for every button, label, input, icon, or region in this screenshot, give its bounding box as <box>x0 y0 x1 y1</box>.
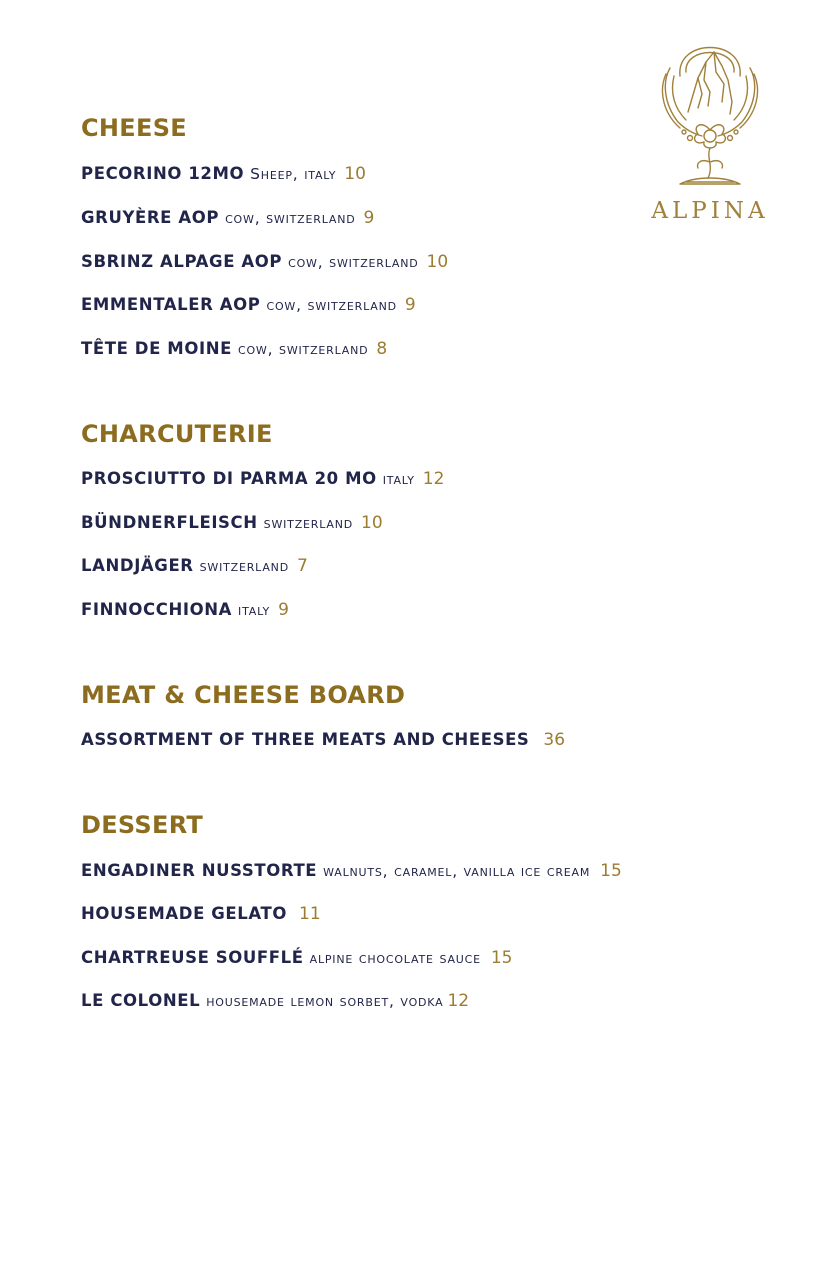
item-name: EMMENTALER AOP <box>81 295 261 314</box>
item-price: 12 <box>447 991 470 1011</box>
menu-item <box>81 251 448 273</box>
item-name: PROSCIUTTO DI PARMA 20 MO <box>81 469 377 488</box>
item-price: 10 <box>426 252 449 272</box>
item-description: switzerland <box>199 557 289 575</box>
item-description: walnuts, caramel, vanilla ice cream <box>323 862 591 880</box>
section-meat-cheese-board <box>81 680 566 750</box>
menu-item <box>81 338 387 360</box>
item-price: 9 <box>404 295 416 315</box>
item-name: FINNOCCHIONA <box>81 600 233 619</box>
item-name: HOUSEMADE GELATO <box>81 904 287 923</box>
section-title: CHARCUTERIE <box>81 420 273 448</box>
item-name: CHARTREUSE SOUFFLÉ <box>81 948 304 967</box>
item-price: 11 <box>299 904 321 924</box>
item-price: 15 <box>600 861 622 881</box>
item-price: 12 <box>422 469 445 489</box>
item-name: ASSORTMENT OF THREE MEATS AND CHEESES <box>81 730 530 749</box>
mountain-hands-flower-icon <box>640 32 780 197</box>
item-description: housemade lemon sorbet, vodka <box>206 992 444 1010</box>
item-name: ENGADINER NUSSTORTE <box>81 861 318 880</box>
menu-item <box>81 294 416 316</box>
section-charcuterie <box>81 419 445 620</box>
brand-name: ALPINA <box>651 198 769 224</box>
item-name: TÊTE DE MOINE <box>81 339 232 358</box>
item-name: PECORINO 12MO <box>81 164 245 183</box>
item-price: 9 <box>278 600 289 620</box>
item-description: Sheep, italy <box>250 165 337 183</box>
item-description: cow, switzerland <box>225 209 356 227</box>
section-dessert <box>81 810 622 1011</box>
menu-item <box>81 599 289 621</box>
item-price: 10 <box>361 513 383 533</box>
item-name: LANDJÄGER <box>81 556 194 575</box>
section-title: MEAT & CHEESE BOARD <box>81 681 406 709</box>
item-description: switzerland <box>263 514 354 532</box>
item-description: italy <box>382 470 415 488</box>
item-description: cow, switzerland <box>237 340 369 358</box>
item-name: BÜNDNERFLEISCH <box>81 513 258 532</box>
item-price: 9 <box>363 208 375 228</box>
item-name: GRUYÈRE AOP <box>81 208 220 227</box>
item-description: cow, switzerland <box>288 253 419 271</box>
menu-item <box>81 903 321 925</box>
alpina-logo <box>640 32 780 232</box>
menu-item <box>81 468 444 490</box>
menu-item <box>81 947 513 969</box>
menu-item <box>81 729 565 751</box>
item-price: 10 <box>344 164 366 184</box>
section-title: DESSERT <box>81 811 204 839</box>
item-price: 15 <box>490 948 513 968</box>
menu-item <box>81 990 469 1012</box>
section-title: CHEESE <box>81 114 187 142</box>
item-description: alpine chocolate sauce <box>309 949 481 967</box>
item-price: 7 <box>296 556 308 576</box>
menu-item <box>81 207 374 229</box>
item-description: cow, switzerland <box>266 296 397 314</box>
item-name: LE COLONEL <box>81 991 201 1010</box>
item-price: 36 <box>543 730 566 750</box>
menu-item <box>81 163 366 185</box>
menu-item <box>81 555 308 577</box>
menu-item <box>81 860 622 882</box>
item-name: SBRINZ ALPAGE AOP <box>81 252 283 271</box>
item-price: 8 <box>376 339 388 359</box>
section-cheese <box>81 113 449 359</box>
menu-item <box>81 512 383 534</box>
item-description: italy <box>238 601 271 619</box>
